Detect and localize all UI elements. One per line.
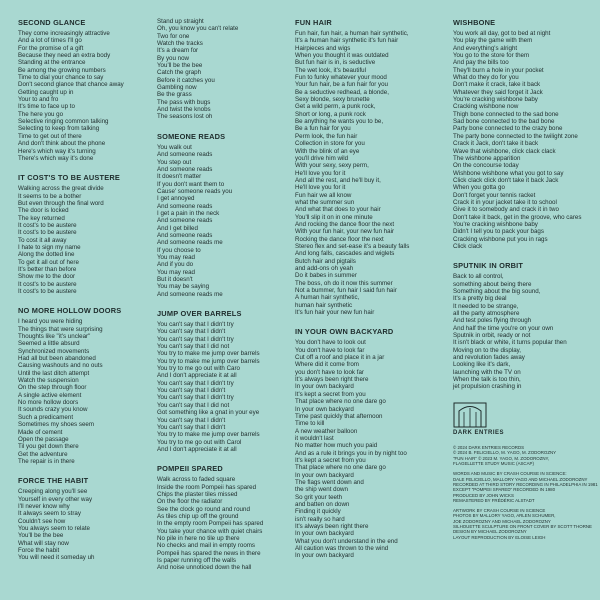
lyric-line: In the empty room Pompeii has spared [157,520,264,528]
lyric-line: You will need it someday uh [18,554,95,562]
lyric-line: And what that does to your hair [295,206,381,214]
song-block [18,306,156,465]
lyric-line: Wave that wishbone, click clack clack [453,147,556,155]
lyric-line: And long falls, cascades and wiglets [295,250,395,258]
lyric-line: What do they do for you [453,74,519,82]
lyric-line: It cost's to be austere [18,288,77,295]
lyric-line: The here you go [18,110,64,118]
lyric-line: No matter how much you paid [295,442,378,450]
lyric-line: And someone reads [157,165,213,173]
lyric-line: You always seem to relate [18,524,90,532]
lyric-line: And someone reads [157,231,213,239]
lyric-line: It's fun hair your new fun hair [295,309,375,317]
lyric-line: The party bone connected to the twilight zone [453,132,578,140]
lyric-line: You'll slip it on in one minute [295,213,373,221]
lyric-line: You try to me go out with Carol [157,438,242,446]
lyric-line: Selecting to keep from talking [18,125,100,133]
lyric-line: Something about the big sound, [453,288,541,295]
lyric-line: isn't really so hard [295,515,345,523]
lyric-line: It sounds crazy you know [18,406,88,414]
lyric-line: Sputnik in orbit, ready or not [453,332,531,340]
lyric-line: It isn't black or white, it turns popular then [453,339,567,347]
lyric-line: If you don't want them to [157,180,225,188]
lyric-line: And test poles flying through [453,317,532,325]
lyric-line: And a lot of times I'll go [18,37,82,45]
lyric-line: In your own backyard [295,530,354,538]
lyric-line: You can't say that I did not [157,401,230,409]
lyric-line: It's a pretty big deal [453,295,507,303]
lyric-line: Show me to the door [18,273,76,281]
lyric-line: To get it all out of here [18,258,79,266]
lyric-line: and revolution fades away [453,354,525,362]
lyric-line: You can't say that I didn't [157,387,226,395]
lyric-line: You can't say that I didn't [157,416,226,424]
lyric-line: Thoughts like "it's unclear" [18,333,91,341]
lyric-line: Inside the room Pompeii has spared [157,483,257,491]
lyric-line: In your own backyard [295,383,354,391]
lyric-line: Got something like a gnat in your eye [157,409,260,417]
lyric-line: what the summer sun [295,198,355,206]
lyric-line: You walk out [157,143,192,151]
lyric-line: And I don't appreciate it at all [157,445,237,453]
lyric-line: Butch hair and pigtails [295,257,356,265]
lyric-line: You try to me go out with Caro [157,365,241,373]
lyric-line: You try to make me jump over barrels [157,431,260,439]
lyric-line: With your fun hair, your new fun hair [295,228,395,236]
lyric-line: There's which way it's done [18,154,94,162]
lyric-line: Be among the growing numbers [18,66,106,74]
lyric-line: It's kept a secret from you [295,390,366,398]
lyric-line: And everything's alright [453,44,518,52]
lyric-line: It always seem to stray [18,510,81,518]
lyric-line: Perm look, the fun hair [295,132,358,140]
lyric-line: And if you do [157,261,194,269]
lyric-line: Until the last ditch attempt [18,369,90,377]
lyric-line: And all the rest, and he'll buy it, [295,176,381,184]
lyric-line: Do it babes in summer [295,272,357,280]
lyric-line: On the step through floor [18,384,87,392]
lyric-line: You'll be the bee [157,62,203,70]
lyric-line: Looking like it's dark, [453,361,511,369]
lyric-line: Standing at the entrance [18,59,86,67]
lyric-line: You try to make me jump over barrels [157,357,260,365]
lyric-line: Time to dial your chance to say [18,74,104,82]
song-block [453,261,591,391]
lyric-line: Your to and fro [18,96,59,104]
lyrics-column-3 [295,18,433,571]
song-title: IT COST'S TO BE AUSTERE [18,173,121,183]
song-block [295,327,433,559]
lyric-line: Thigh bone connected to the sad bone [453,110,559,118]
lyric-line: human hair synthetic [295,301,353,309]
song-block [453,18,591,250]
lyric-line: If you choose to [157,246,201,254]
lyric-line: No more hollow doors [18,399,79,407]
lyric-line: Be a seductive redhead, a blonde, [295,88,389,96]
lyric-line: Sexy blonde, sexy brunette [295,96,370,104]
lyric-line: You can't say that I didn't try [157,379,234,387]
lyric-line: Your fun hair, be a fun hair for you [295,81,388,89]
lyric-line: You play the game with them [453,37,533,45]
lyric-line: But even through the final word [18,199,104,207]
lyric-line: Couldn't see how [18,517,66,525]
lyric-line: Time to kill [295,420,325,428]
label-logo [453,402,591,437]
lyric-line: Back to all control, [453,273,504,281]
credit-line: EXCEPT "POMPEII SPARED" RECORDED IN 1980 [453,487,556,493]
lyric-line: You're cracking wishbone baby [453,220,538,228]
song-title: FORCE THE HABIT [18,476,89,486]
lyric-line: He'll love you for it [295,184,346,192]
lyrics-column-1 [18,18,156,573]
lyric-line: Fun hair we all know [295,191,352,199]
lyric-line: I heard you were hiding [18,318,83,326]
lyric-line: And twist the knobs [157,106,211,114]
lyric-line: On the floor the radiator [157,498,223,506]
credit-line: ARTWORK BY CRASH COURSE IN SCIENCE [453,508,546,514]
lyric-line: And someone reads me [157,290,223,298]
lyric-line: And pay the bills too [453,59,509,67]
lyric-line: Synchronized movements [18,347,90,355]
lyric-line: jet propulsion crashing in [453,383,522,391]
song-title: FUN HAIR [295,18,332,27]
lyric-line: With your sexy, sexy perm, [295,162,369,170]
credits-block [453,445,598,540]
lyric-line: The door is locked [18,207,69,215]
logo-text: DARK ENTRIES [453,429,505,436]
lyric-line: What will stay now [18,539,69,547]
credit-line: © 2024 B. FELICIELLO, M. YAGO, M. ZODOROZNY [453,450,557,456]
lyric-line: Cracking wishbone now [453,103,519,111]
lyric-line: And I get billed [157,224,198,232]
lyric-line: A single active element [18,391,82,399]
lyrics-column-4 [453,18,598,540]
song-block [18,18,156,162]
lyric-line: Til you get down there [18,443,79,451]
lyric-line: As tiles chip up off the ground [157,512,239,520]
lyric-line: Fun hair, fun hair, a human hair synthetic, [295,30,409,37]
lyric-line: Cut off a roof and place it in a jar [295,354,385,362]
lyric-line: And someone reads me [157,239,223,247]
lyric-line: Gambling now [157,84,197,92]
lyric-line: With the blink of an eye [295,147,360,155]
lyric-line: Had all but been abandoned [18,355,96,363]
lyric-line: Crack it Jack, don't take it back [453,140,539,148]
lyric-line: What you don't understand in the end [295,537,398,545]
lyric-line: It needed to be strange, [453,302,519,310]
lyric-line: And someone reads [157,202,213,210]
lyric-line: you don't have to look far [295,368,364,376]
lyric-line: But fun hair is in, is seductive [295,59,376,67]
lyric-line: In your own backyard [295,405,354,413]
lyric-line: In your own backyard [295,552,354,560]
lyric-line: Is paper running off the walls [157,557,236,564]
lyric-line: You can't say that I didn't try [157,335,234,343]
lyric-line: something about being there [453,280,532,288]
lyric-line: Time to get out of there [18,132,82,140]
lyric-line: It's always been right there [295,376,369,384]
lyric-line: The wishbone apparition [453,154,521,162]
lyric-line: Don't second glance that chance away [18,81,124,89]
lyric-line: Finding it quickly [295,508,341,516]
credit-line: SILHOUETTE SCULPTURE ON FRONT COVER BY SCOTT THORNE [453,524,592,530]
lyric-line: The seasons lost oh [157,113,213,121]
lyric-line: Where did it come from [295,361,359,369]
lyric-line: Oh, you know you can't relate [157,25,239,33]
lyric-line: Getting caught up in [18,88,74,96]
lyric-line: And someone reads [157,151,213,159]
lyric-line: A new weather balloon [295,427,358,435]
lyric-line: It's a dream for [157,47,199,55]
lyric-line: Watch the tracks [157,40,203,48]
lyric-line: Walk across to faded square [157,476,236,484]
lyric-line: Sometimes my shoes seem [18,421,94,429]
lyric-line: Click clack click don't take it back Jack [453,176,559,184]
lyric-line: Sad bone connected to the bad bone [453,118,555,126]
lyric-line: To cost it all away [18,236,67,244]
song-block [18,173,156,295]
lyric-line: Creeping along you'll see [18,488,88,496]
lyric-line: and batten on down [295,500,350,508]
lyric-line: The wet look, it's beautiful [295,66,366,74]
song-title: SPUTNIK IN ORBIT [453,261,524,271]
lyric-line: Don't take it back, get in the groove, who cares [453,213,582,221]
lyric-line: You can't say that I didn't try [157,321,234,329]
lyric-line: The flags went down and [295,478,364,486]
lyric-line: The repair is in there [18,457,75,465]
lyric-line: A human hair synthetic, [295,294,360,302]
lyric-line: And I don't appreciate it at all [157,372,237,380]
lyric-line: And don't think about the phone [18,140,106,148]
lyric-line: So grit your teeth [295,493,343,501]
lyric-line: Give it to somebody and crack it in two [453,206,559,214]
lyric-line: Collection in store for you [295,140,365,148]
lyric-line: It doesn't matter [157,173,202,181]
lyric-line: all the party atmosphere [453,310,520,318]
lyric-line: I'll never know why [18,502,70,510]
song-block [157,18,295,121]
lyric-line: For the promise of a gift [18,44,84,52]
lyric-line: Short or long, a punk rock [295,110,366,118]
lyric-line: It's better than before [18,265,77,273]
lyric-line: Pompeii has spared the news in there [157,549,261,557]
lyric-line: Catch the graph [157,69,202,77]
lyric-line: When the talk is too thin, [453,376,521,384]
lyric-line: You may read [157,268,195,276]
lyric-line: Causing washouts and no outs [18,362,103,370]
lyric-line: Hairpieces and wigs [295,44,351,52]
lyric-line: When you thought it was outdated [295,52,389,60]
song-block [157,132,295,298]
lyric-line: In your own backyard [295,471,354,479]
lyric-line: Wishbone wishbone what you got to say [453,169,564,177]
credit-line: RECORDED AT THIRD STORY RECORDING IN PHILADELPHIA IN 1981 [453,481,598,487]
song-block [157,464,295,571]
lyric-line: You can't say that I didn't [157,423,226,431]
lyric-line: You take your chance with quiet chairs [157,527,263,535]
lyric-line: You go to the store for them [453,52,530,60]
lyric-line: Don't make it crack, take it back [453,81,541,89]
lyric-line: the ship went down [295,486,348,494]
lyric-line: Rocking the dance floor the next [295,235,384,243]
lyric-line: On the concourse today [453,162,519,170]
lyric-line: You try to make me jump over barrels [157,350,260,358]
lyric-line: Force the habit [18,546,60,554]
lyric-line: It's always been right there [295,523,369,530]
lyric-line: By you now [157,54,189,62]
lyric-line: Because they need an extra body [18,52,111,60]
lyric-line: Open the passage [18,435,69,443]
dark-entries-door-icon [453,402,487,428]
lyric-line: You can't say that I didn't [157,328,226,336]
lyric-line: You're cracking wishbone baby [453,96,538,104]
lyric-line: Two for one [157,32,190,40]
credit-line: WORDS AND MUSIC BY CRASH COURSE IN SCIENCE: [453,471,567,477]
lyric-line: You can't say that I didn't try [157,394,234,402]
lyric-line: But it doesn't [157,276,193,283]
lyric-line: Cause' someone reads you [157,187,233,195]
lyric-line: Get the adventure [18,450,68,458]
lyric-line: The key returned [18,214,65,222]
lyric-line: Be anything he wants you to be, [295,118,384,126]
lyric-line: They'll burn a hole in your pocket [453,66,544,74]
credit-line: PRODUCED BY JOHN WICKS [453,492,514,498]
lyric-line: Click clack [453,242,483,250]
lyric-line: Stereo flex and set-ease it's a beauty falls [295,242,410,250]
lyric-line: Didn't I tell you to pack your bags [453,228,544,236]
lyric-line: Such a predicament [18,413,74,421]
lyric-line: I hate to sign my name [18,243,81,251]
lyric-line: It's kept a secret from you [295,456,366,464]
lyric-line: I get a pain in the neck [157,209,220,217]
lyric-line: He'll love you for it [295,169,346,177]
lyric-line: Crack it in your jacket take it to school [453,198,557,206]
lyric-line: Walking across the great divide [18,185,104,193]
credit-line: DESIGN BY MICHAEL ZODOROZNY [453,529,527,535]
lyric-line: Along the dotted line [18,251,75,259]
credit-line: FLAGELLETTE STUDY MUSIC (ASCAP) [453,461,534,467]
lyric-line: The boss, oh do it now this summer [295,279,393,287]
lyric-line: You'll be the bee [18,532,64,540]
lyric-line: It cost's to be austere [18,229,77,237]
song-block [157,309,295,453]
lyrics-column-2 [157,18,295,583]
lyric-line: It cost's to be austere [18,221,77,229]
lyric-line: When you gotta go [453,184,505,192]
lyric-line: Seemed a little absurd [18,340,80,348]
lyric-line: Chips the plaster tiles missed [157,490,238,498]
lyric-line: And half the time you're on your own [453,324,554,332]
lyric-line: It cost's to be austere [18,280,77,288]
lyric-line: You don't have to look out [295,339,366,347]
credit-line: PHOTOS BY MALLORY YAGO, ARLEN SCHUMER, [453,513,556,519]
lyric-line: Time past quickly that afternoon [295,412,383,420]
lyric-line: Party bone connected to the crazy bone [453,125,563,133]
lyric-line: Be a fun hair for you [295,125,351,133]
credit-line: JOE ZODOROZNY AND MICHAEL ZODOROZNY [453,518,551,524]
lyric-line: You may be saying [157,283,210,291]
lyric-line: And rocking the dance floor the next [295,220,395,228]
lyric-line: I get annoyed [157,195,195,203]
lyric-line: And as a rule it brings you in by night too [295,449,407,457]
lyric-line: launching with the TV on [453,368,521,376]
lyric-line: Selective ringing common talking [18,118,109,126]
lyric-line: Fun to funky whatever your mood [295,74,387,82]
lyric-line: They come increasingly attractive [18,30,110,37]
lyric-line: Stand up straight [157,18,204,25]
credit-line: © 2024 DARK ENTRIES RECORDS [453,445,525,451]
song-title: SECOND GLANCE [18,18,86,27]
lyric-line: And noise unnoticed down the hall [157,564,252,572]
lyric-line: and add-ons oh yeah [295,265,354,272]
lyric-line: That place where no one dare go [295,398,386,406]
song-title: IN YOUR OWN BACKYARD [295,327,394,337]
lyric-line: You may read [157,253,195,261]
lyric-line: It seems to be a bother [18,192,82,200]
lyric-line: You step out [157,158,192,166]
lyric-line: Here's which way it's turning [18,147,96,155]
lyric-line: Made of cement [18,428,63,436]
lyric-line: The pass with bugs [157,98,211,106]
lyric-line: Before it catches you [157,76,215,84]
song-title: POMPEII SPARED [157,464,223,474]
credit-line: REMASTERED BY FRÉDÉRIC ALSTADT [453,497,535,503]
lyric-line: No checks and mail in empty rooms [157,542,256,550]
lyric-line: it wouldn't last [295,434,334,442]
lyric-line: No pile in here no tile up there [157,534,240,542]
lyric-line: It's time to face up to [18,103,75,111]
song-title: SOMEONE READS [157,131,226,141]
lyric-line: You don't have to look far [295,346,365,354]
lyric-line: See the clock go round and round [157,505,250,513]
song-title: NO MORE HOLLOW DOORS [18,306,122,316]
lyric-line: That place where no one dare go [295,464,386,472]
lyric-line: Get a wild perm, a punk rock, [295,103,376,111]
song-block [295,18,433,316]
song-title: JUMP OVER BARRELS [157,309,242,319]
lyric-line: Whatever they said forget it Jack [453,88,543,96]
lyric-line: And someone reads [157,217,213,225]
lyric-line: you'll drive him wild [295,154,349,162]
song-title: WISHBONE [453,18,496,27]
lyric-line: Watch the suspension [18,377,79,385]
lyric-line: You work all day, got to bed at night [453,30,551,37]
lyric-line: Not a bummer, fun hair I said fun hair [295,287,397,295]
lyric-line: It's a human hair synthetic it's fun hair [295,37,399,45]
lyric-line: The things that were surprising [18,325,103,333]
lyric-line: Cracking wishbone put you in rags [453,235,548,243]
lyric-line: Moving on to the display, [453,346,521,354]
lyric-line: All caution was thrown to the wind [295,545,389,553]
lyric-line: Yourself in every other way [18,495,93,503]
credit-line: LAYOUT REPRODUCTION BY ELOISE LEIGH [453,534,546,540]
credit-line: "FUN HAIR" © 2023 M. YAGO, M. ZODOROZNY, [453,455,550,461]
lyric-line: You can't say that I did not [157,343,230,351]
credit-line: DALE FELICIELLO, MALLORY YAGO AND MICHAEL ZODOROZNY [453,476,588,482]
lyric-line: Be the grass [157,91,192,99]
lyric-line: Don't forget your tennis racket [453,191,536,199]
song-block [18,476,156,561]
